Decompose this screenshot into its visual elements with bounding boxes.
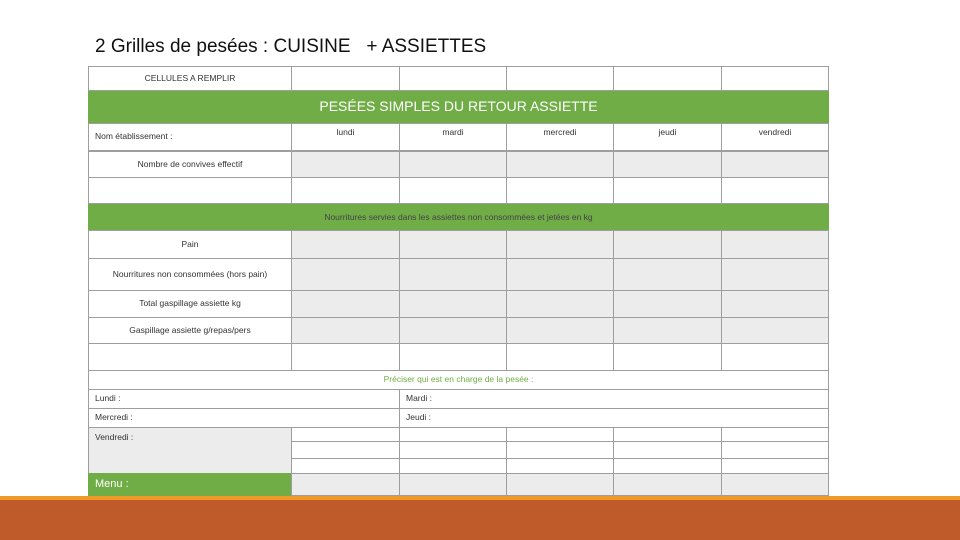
data-cell[interactable]: [291, 290, 400, 318]
day-lundi: lundi: [291, 123, 400, 151]
weigher-jeudi[interactable]: Jeudi :: [399, 408, 829, 428]
blank-cell[interactable]: [291, 343, 400, 371]
data-cell[interactable]: [721, 258, 829, 291]
data-cell[interactable]: [613, 258, 722, 291]
small-cell[interactable]: [506, 441, 614, 459]
row-label-leftovers: Nourritures non consommées (hors pain): [88, 258, 292, 291]
small-cell[interactable]: [506, 427, 614, 442]
small-cell[interactable]: [291, 441, 400, 459]
small-cell[interactable]: [613, 427, 722, 442]
header-cell[interactable]: [506, 66, 614, 91]
data-cell[interactable]: [399, 258, 507, 291]
header-cell[interactable]: [721, 66, 829, 91]
weigher-mercredi[interactable]: Mercredi :: [88, 408, 400, 428]
weigher-lundi[interactable]: Lundi :: [88, 389, 400, 409]
small-cell[interactable]: [291, 458, 400, 474]
small-cell[interactable]: [506, 458, 614, 474]
small-cell[interactable]: [399, 441, 507, 459]
data-cell[interactable]: [291, 230, 400, 259]
band-title: PESÉES SIMPLES DU RETOUR ASSIETTE: [88, 91, 829, 123]
blank-cell[interactable]: [399, 343, 507, 371]
menu-cell[interactable]: [291, 473, 400, 496]
header-cell[interactable]: [399, 66, 507, 91]
small-cell[interactable]: [399, 427, 507, 442]
day-vendredi: vendredi: [721, 123, 829, 151]
data-cell[interactable]: [506, 258, 614, 291]
menu-cell[interactable]: [399, 473, 507, 496]
blank-cell[interactable]: [506, 343, 614, 371]
guests-cell[interactable]: [399, 151, 507, 178]
blank-cell[interactable]: [291, 177, 400, 204]
guests-cell[interactable]: [506, 151, 614, 178]
menu-label: Menu :: [88, 473, 292, 496]
data-cell[interactable]: [291, 258, 400, 291]
footer-bar: [0, 500, 960, 540]
blank-cell[interactable]: [613, 177, 722, 204]
small-cell[interactable]: [399, 458, 507, 474]
cells-note: CELLULES A REMPLIR: [88, 66, 292, 91]
blank-cell[interactable]: [399, 177, 507, 204]
data-cell[interactable]: [613, 290, 722, 318]
data-cell[interactable]: [721, 230, 829, 259]
small-cell[interactable]: [291, 427, 400, 442]
guests-cell[interactable]: [721, 151, 829, 178]
data-cell[interactable]: [613, 230, 722, 259]
small-cell[interactable]: [721, 427, 829, 442]
row-label-total-waste: Total gaspillage assiette kg: [88, 290, 292, 318]
blank-cell[interactable]: [721, 343, 829, 371]
data-cell[interactable]: [721, 317, 829, 344]
guests-cell[interactable]: [291, 151, 400, 178]
small-cell[interactable]: [721, 441, 829, 459]
food-band: Nourritures servies dans les assiettes non consommées et jetées en kg: [88, 204, 829, 231]
guests-label: Nombre de convives effectif: [88, 151, 292, 178]
data-cell[interactable]: [613, 317, 722, 344]
row-label-pain: Pain: [88, 230, 292, 259]
small-cell[interactable]: [721, 458, 829, 474]
menu-cell[interactable]: [506, 473, 614, 496]
weigher-note: Préciser qui est en charge de la pesée :: [88, 370, 829, 390]
small-cell[interactable]: [613, 441, 722, 459]
weigher-vendredi[interactable]: Vendredi :: [88, 427, 292, 474]
blank-cell[interactable]: [721, 177, 829, 204]
day-mardi: mardi: [399, 123, 507, 151]
data-cell[interactable]: [291, 317, 400, 344]
header-cell[interactable]: [613, 66, 722, 91]
weigher-mardi[interactable]: Mardi :: [399, 389, 829, 409]
blank-cell: [88, 343, 292, 371]
row-label-waste-per-meal: Gaspillage assiette g/repas/pers: [88, 317, 292, 344]
blank-cell: [88, 177, 292, 204]
small-cell[interactable]: [613, 458, 722, 474]
data-cell[interactable]: [506, 317, 614, 344]
data-cell[interactable]: [399, 317, 507, 344]
day-mercredi: mercredi: [506, 123, 614, 151]
guests-cell[interactable]: [613, 151, 722, 178]
menu-cell[interactable]: [721, 473, 829, 496]
header-cell[interactable]: [291, 66, 400, 91]
data-cell[interactable]: [721, 290, 829, 318]
data-cell[interactable]: [506, 290, 614, 318]
data-cell[interactable]: [399, 290, 507, 318]
blank-cell[interactable]: [613, 343, 722, 371]
establishment-label: Nom établissement :: [88, 123, 292, 151]
data-cell[interactable]: [399, 230, 507, 259]
data-cell[interactable]: [506, 230, 614, 259]
day-jeudi: jeudi: [613, 123, 722, 151]
slide-title: 2 Grilles de pesées : CUISINE + ASSIETTES: [95, 36, 487, 57]
weighing-grid: [88, 66, 829, 496]
menu-cell[interactable]: [613, 473, 722, 496]
blank-cell[interactable]: [506, 177, 614, 204]
